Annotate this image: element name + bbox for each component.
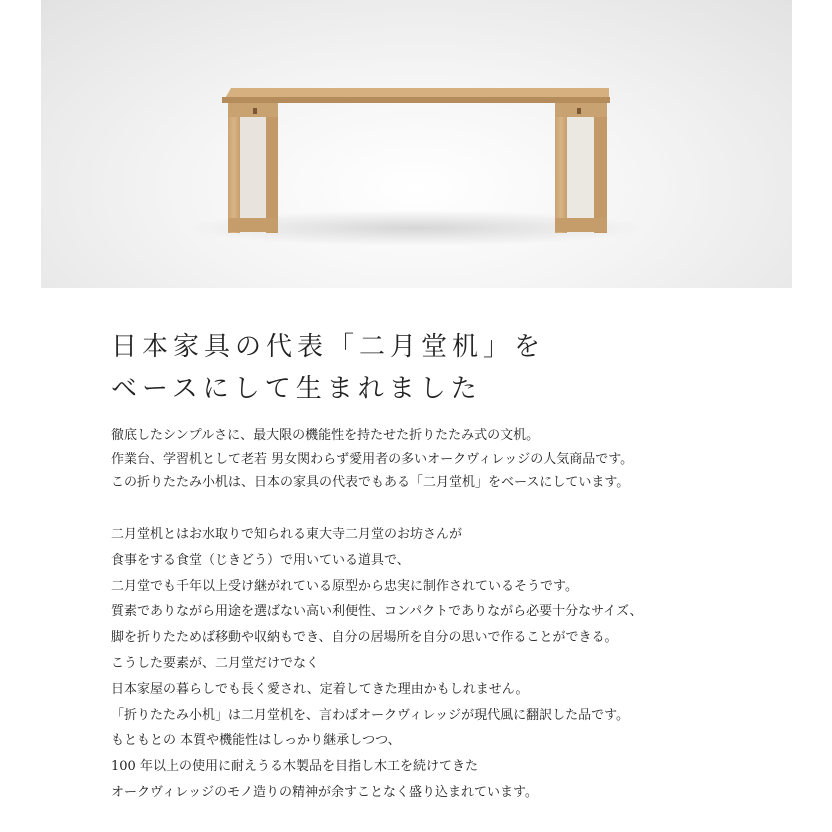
text-line: 作業台、学習机として老若 男女関わらず愛用者の多いオークヴィレッジの人気商品です。 bbox=[111, 451, 634, 467]
section-heading bbox=[111, 326, 545, 410]
text-line: 徹底したシンプルさに、最大限の機能性を持たせた折りたたみ式の文机。 bbox=[111, 428, 540, 443]
heading-line: 日本家具の代表「二月堂机」を bbox=[111, 332, 546, 362]
text-line: 「折りたたみ小机」は二月堂机を、言わばオークヴィレッジが現代風に翻訳した品です。 bbox=[111, 707, 630, 723]
intro-paragraph bbox=[111, 424, 633, 495]
folding-table-image bbox=[41, 0, 792, 288]
text-line: 100 年以上の使用に耐えうる木製品を目指し木工を続けてきた bbox=[111, 759, 478, 775]
text-line: もともとの 本質や機能性はしっかり継承しつつ、 bbox=[111, 733, 401, 749]
heading-line: ベースにして生まれました bbox=[111, 374, 482, 404]
product-photo bbox=[41, 0, 792, 288]
text-line: 二月堂机とはお水取りで知られる東大寺二月堂のお坊さんが bbox=[111, 527, 463, 542]
text-line: 質素でありながら用途を選ばない高い利便性、コンパクトでありながら必要十分なサイズ、 bbox=[111, 604, 643, 620]
text-line: 脚を折りたためば移動や収納もでき、自分の居場所を自分の思いで作ることができる。 bbox=[111, 630, 618, 646]
text-line: 食事をする食堂（じきどう）で用いている道具で、 bbox=[111, 552, 410, 568]
text-line: 二月堂でも千年以上受け継がれている原型から忠実に制作されているそうです。 bbox=[111, 578, 578, 594]
text-line: オークヴィレッジのモノ造りの精神が余すことなく盛り込まれています。 bbox=[111, 784, 538, 800]
text-line: この折りたたみ小机は、日本の家具の代表でもある「二月堂机」をベースにしています。 bbox=[111, 475, 630, 491]
text-line: 日本家屋の暮らしでも長く愛され、定着してきた理由かもしれません。 bbox=[111, 681, 529, 697]
body-paragraph bbox=[111, 522, 642, 806]
text-line: こうした要素が、二月堂だけでなく bbox=[111, 655, 320, 671]
